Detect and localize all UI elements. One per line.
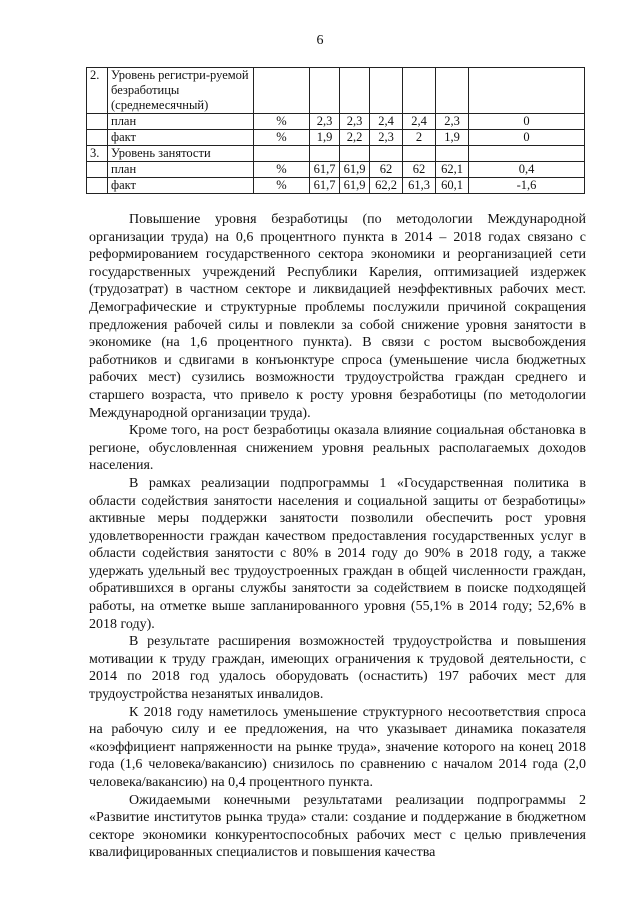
table-row: [87, 146, 585, 162]
value-cell: [403, 68, 436, 114]
value-cell: [436, 68, 469, 114]
table-row: [87, 68, 585, 114]
row-number: 2.: [87, 68, 108, 114]
value-cell: 2,3: [340, 114, 370, 130]
value-cell: 61,7: [310, 162, 340, 178]
unit-cell: %: [254, 178, 310, 194]
value-cell: 2,4: [370, 114, 403, 130]
deviation-cell: -1,6: [469, 178, 585, 194]
value-cell: 61,3: [403, 178, 436, 194]
body-text: [89, 211, 586, 862]
value-cell: 62,2: [370, 178, 403, 194]
value-cell: 60,1: [436, 178, 469, 194]
value-cell: [370, 146, 403, 162]
page-number: 6: [316, 33, 324, 48]
unit-cell: [254, 68, 310, 114]
indicator-name: план: [108, 114, 254, 130]
deviation-cell: [469, 68, 585, 114]
value-cell: 2: [403, 130, 436, 146]
value-cell: 2,4: [403, 114, 436, 130]
paragraph: Ожидаемыми конечными результатами реализации подпрограммы 2 «Развитие институтов рынка труда» стали: создание и поддержание в бюджетном секторе экономики конкурентоспособных рабочих мест с целью привлечения квалифицированных специалистов и повышения качества: [89, 792, 586, 861]
value-cell: [370, 68, 403, 114]
value-cell: 1,9: [310, 130, 340, 146]
paragraph: В результате расширения возможностей трудоустройства и повышения мотивации к труду граждан, имеющих ограничения к трудовой деятельности, с 2014 по 2018 год удалось оборудовать (оснастить) 197 рабочих мест для трудоустройства незанятых инвалидов.: [89, 634, 586, 703]
value-cell: [310, 68, 340, 114]
value-cell: 62: [403, 162, 436, 178]
paragraph: В рамках реализации подпрограммы 1 «Государственная политика в области содействия занятости населения и социальной защиты от безработицы» активные меры поддержки занятости позволили обеспечить рост уровня удовлетворенности граждан качеством предоставления государственных услуг в области содействия занятости с 80% в 2014 году до 90% в 2018 году, а также удержать удельный вес трудоустроенных граждан в общей численности граждан, обратившихся в органы службы занятости за содействием в поиске подходящей работы, на отметке выше запланированного уровня (55,1% в 2014 году; 52,6% в 2018 году).: [89, 475, 586, 632]
value-cell: 2,3: [370, 130, 403, 146]
deviation-cell: 0,4: [469, 162, 585, 178]
row-number: [87, 114, 108, 130]
unit-cell: [254, 146, 310, 162]
unit-cell: %: [254, 130, 310, 146]
indicator-name: Уровень занятости: [108, 146, 254, 162]
indicator-name: план: [108, 162, 254, 178]
value-cell: 62: [370, 162, 403, 178]
value-cell: 61,7: [310, 178, 340, 194]
value-cell: 61,9: [340, 178, 370, 194]
table-row: [87, 162, 585, 178]
table-row: [87, 130, 585, 146]
paragraph: Кроме того, на рост безработицы оказала влияние социальная обстановка в регионе, обусловленная снижением уровня реальных располагаемых доходов населения.: [89, 423, 586, 474]
indicator-name: Уровень регистри-руемой безработицы (среднемесячный): [108, 68, 254, 114]
table-row: [87, 114, 585, 130]
value-cell: 62,1: [436, 162, 469, 178]
unit-cell: %: [254, 114, 310, 130]
value-cell: [436, 146, 469, 162]
paragraph: К 2018 году наметилось уменьшение структурного несоответствия спроса на рабочую силу и ее предложения, на что указывает динамика показателя «коэффициент напряженности на рынке труда», значение которого на конец 2018 года (1,6 человека/вакансию) снизилось по сравнению с началом 2014 года (2,0 человека/вакансию) на 0,4 процентного пункта.: [89, 704, 586, 790]
deviation-cell: 0: [469, 130, 585, 146]
row-number: [87, 162, 108, 178]
value-cell: 2,3: [436, 114, 469, 130]
table-row: [87, 178, 585, 194]
value-cell: [310, 146, 340, 162]
deviation-cell: [469, 146, 585, 162]
indicator-name: факт: [108, 178, 254, 194]
value-cell: [403, 146, 436, 162]
indicator-name: факт: [108, 130, 254, 146]
row-number: [87, 178, 108, 194]
unit-cell: %: [254, 162, 310, 178]
deviation-cell: 0: [469, 114, 585, 130]
value-cell: [340, 146, 370, 162]
row-number: 3.: [87, 146, 108, 162]
value-cell: 2,2: [340, 130, 370, 146]
value-cell: 2,3: [310, 114, 340, 130]
value-cell: 1,9: [436, 130, 469, 146]
row-number: [87, 130, 108, 146]
value-cell: [340, 68, 370, 114]
indicators-table: [86, 67, 585, 194]
value-cell: 61,9: [340, 162, 370, 178]
paragraph: Повышение уровня безработицы (по методологии Международной организации труда) на 0,6 процентного пункта в 2014 – 2018 годах связано с реформированием государственного сектора экономики и реорганизацией сети государственных учреждений Республики Карелия, оптимизацией издержек (трудозатрат) в частном секторе и ликвидацией неэффективных рабочих мест. Демографические и структурные проблемы послужили причиной сокращения предложения рабочей силы и повлекли за собой снижение уровня занятости в экономике (на 1,6 процентного пункта). В связи с ростом высвобождения работников и сдвигами в конъюнктуре спроса (уменьшение числа бюджетных рабочих мест) сузились возможности трудоустройства граждан среднего и старшего возраста, что привело к росту уровня безработицы (по методологии Международной организации труда).: [89, 212, 586, 421]
